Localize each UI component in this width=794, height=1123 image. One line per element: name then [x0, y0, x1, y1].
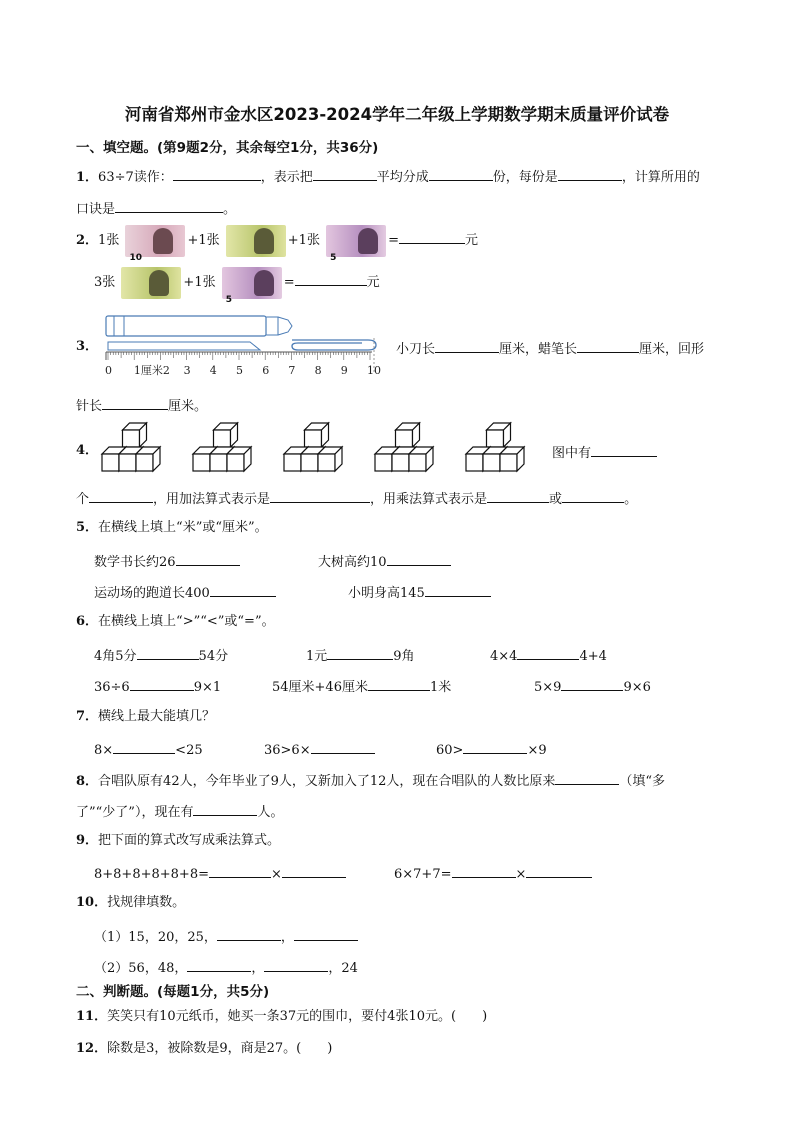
q7-item-b: [264, 739, 375, 760]
question-number: 2．: [76, 233, 99, 248]
q9-item-a: [94, 863, 346, 884]
q6-right: 9×1: [193, 680, 222, 695]
ruler-label: 3: [183, 364, 191, 377]
question-4-line-2: [76, 488, 637, 509]
q5-item-4: [348, 582, 491, 603]
q5-blank-2[interactable]: [387, 551, 451, 566]
q5-blank-3[interactable]: [210, 582, 276, 597]
q2-text: 1张: [98, 233, 120, 248]
q10-blank-2b[interactable]: [264, 957, 328, 972]
q9-times: ×: [515, 867, 527, 882]
q9-blank-b2[interactable]: [526, 863, 592, 878]
question-number: 10．: [76, 895, 108, 910]
question-1-line-2: [76, 198, 236, 219]
q3-text-a: 小刀长: [396, 342, 436, 357]
q9-item-b: [394, 863, 592, 884]
ruler-figure: [100, 312, 392, 378]
q6-item-c: [490, 645, 607, 666]
q6-blank-f[interactable]: [561, 676, 623, 691]
question-3-text: [396, 338, 704, 359]
ruler-label: 5: [236, 364, 243, 377]
q6-item-a: [94, 645, 228, 666]
q1-blank-rhyme[interactable]: [115, 198, 223, 213]
question-11: [76, 1008, 487, 1026]
q9-expr: 6×7+7=: [394, 867, 452, 882]
q2-text-row2: 3张: [94, 275, 116, 290]
q7-item-c: [436, 739, 547, 760]
question-number: 6．: [76, 614, 99, 629]
one-yuan-note-image: [226, 225, 286, 257]
knife-icon: [108, 342, 260, 350]
question-2-row-2: [94, 266, 380, 305]
q9-text: 把下面的算式改写成乘法算式。: [98, 833, 281, 848]
q10-seq: （2）56，48，: [94, 961, 188, 976]
q5-item-text: 运动场的跑道长400: [94, 586, 210, 601]
q6-right: 9角: [393, 649, 415, 664]
cube: [305, 423, 329, 447]
q2-plus: +1张: [183, 275, 216, 290]
ruler-label: 1厘米2: [133, 364, 170, 377]
q6-right: 54分: [198, 649, 229, 664]
question-number: 8．: [76, 774, 99, 789]
question-7: [76, 708, 215, 726]
question-number: 7．: [76, 709, 99, 724]
question-8-line-2: [76, 801, 283, 822]
q7-item-a: [94, 739, 203, 760]
question-3-number: [76, 338, 98, 356]
question-number: 3．: [76, 339, 99, 354]
q6-blank-e[interactable]: [368, 676, 430, 691]
portrait: [254, 270, 274, 296]
q9-blank-a2[interactable]: [282, 863, 346, 878]
cube: [227, 447, 251, 471]
q4-text-c: ，用加法算式表示是: [153, 492, 271, 507]
q1-text-d: 份，每份是: [492, 170, 558, 185]
q5-item-text: 小明身高145: [348, 586, 425, 601]
section-2-heading: 二、判断题。(每题1分，共5分): [76, 984, 270, 1000]
q2-unit: 元: [465, 233, 479, 248]
section-1-heading: 一、填空题。(第9题2分，其余每空1分，共36分): [76, 140, 379, 156]
ruler-label: 4: [209, 364, 217, 377]
question-9: [76, 832, 280, 850]
q10-blank-1a[interactable]: [217, 926, 281, 941]
q11-text: 笑笑只有10元纸币，她买一条37元的围巾，要付4张10元。( ): [107, 1009, 488, 1024]
question-number: 5．: [76, 520, 99, 535]
q3-text-end: 厘米。: [168, 399, 208, 414]
q6-blank-c[interactable]: [517, 645, 579, 660]
question-1: [76, 166, 700, 187]
ruler-label: 6: [262, 364, 270, 377]
q10-comma: ，: [251, 961, 265, 976]
q1-blank-each[interactable]: [558, 166, 622, 181]
q4-blank-addition[interactable]: [270, 488, 370, 503]
q1-text-b: ，表示把: [260, 170, 313, 185]
q3-blank-clip[interactable]: [102, 395, 168, 410]
q3-text-b: 厘米，蜡笔长: [499, 342, 578, 357]
portrait: [254, 228, 274, 254]
q6-right: 1米: [429, 680, 452, 695]
q5-item-3: [94, 582, 276, 603]
question-8: [76, 770, 665, 791]
cube-figures: [98, 418, 550, 478]
paper-clip-icon: [292, 340, 376, 350]
q8-text-d: 人。: [257, 805, 284, 820]
q6-item-d: [94, 676, 221, 697]
q3-blank-crayon[interactable]: [577, 338, 639, 353]
q2-equals: =: [388, 233, 399, 248]
q5-blank-1[interactable]: [176, 551, 240, 566]
q4-text-a: 图中有: [552, 446, 592, 461]
portrait: [153, 228, 173, 254]
one-yuan-note-image: [121, 267, 181, 299]
q4-text-d: ，用乘法算式表示是: [370, 492, 488, 507]
q10-comma: ，: [280, 930, 294, 945]
question-12: [76, 1040, 332, 1058]
question-number: 12．: [76, 1041, 108, 1056]
note-value: 5: [330, 252, 337, 263]
question-3-line-2: [76, 395, 207, 416]
q1-text-e: ，计算所用的: [621, 170, 700, 185]
ruler-crayon-clip-figure: [100, 312, 392, 384]
q10-seq-end: ，24: [328, 961, 358, 976]
q6-left: 54厘米+46厘米: [272, 680, 368, 695]
cube: [396, 423, 420, 447]
question-number: 11．: [76, 1009, 108, 1024]
cube: [500, 447, 524, 471]
q7-text: 横线上最大能填几？: [98, 709, 216, 724]
q6-left: 5×9: [534, 680, 562, 695]
q9-expr: 8+8+8+8+8+8=: [94, 867, 209, 882]
q7-left: 36>6×: [264, 743, 311, 758]
q1-text-end: 。: [223, 202, 237, 217]
ruler-label: 10: [367, 364, 381, 377]
q2-equals: =: [283, 275, 295, 290]
q1-text-c: 平均分成: [376, 170, 429, 185]
q2-blank-2[interactable]: [295, 271, 367, 286]
q6-left: 4角5分: [94, 649, 137, 664]
ten-yuan-note-image: [125, 225, 185, 263]
question-number: 1．: [76, 170, 99, 185]
q1-blank-reading[interactable]: [173, 166, 261, 181]
q6-right: 4+4: [579, 649, 607, 664]
q9-times: ×: [270, 867, 282, 882]
q6-right: 9×6: [623, 680, 651, 695]
cube-stack-figure: [98, 418, 550, 478]
q10-row-1: [94, 926, 358, 947]
q6-blank-a[interactable]: [137, 645, 199, 660]
q5-item-text: 大树高约10: [318, 555, 387, 570]
q5-item-1: [94, 551, 240, 572]
q4-blank-groups[interactable]: [591, 442, 657, 457]
q8-blank-count[interactable]: [193, 801, 257, 816]
question-4-text: [552, 442, 657, 463]
five-yuan-note-image: [326, 225, 386, 263]
q8-text-a: 合唱队原有42人，今年毕业了9人，又新加入了12人，现在合唱队的人数比原来: [98, 774, 556, 789]
q1-text-line2: 口诀是: [76, 202, 116, 217]
q7-left: 8×: [94, 743, 114, 758]
q10-blank-2a[interactable]: [187, 957, 251, 972]
q5-text: 在横线上填上“米”或“厘米”。: [98, 520, 268, 535]
q2-plus: +1张: [187, 233, 220, 248]
q3-text-c: 厘米，回形: [639, 342, 705, 357]
q6-blank-d[interactable]: [130, 676, 194, 691]
ruler-label: 8: [314, 364, 322, 377]
cube: [123, 423, 147, 447]
q5-item-2: [318, 551, 451, 572]
q6-left: 36÷6: [94, 680, 130, 695]
q2-blank-1[interactable]: [399, 229, 465, 244]
q2-unit: 元: [366, 275, 380, 290]
q8-text-b: （填“多: [619, 774, 666, 789]
q3-text-line2: 针长: [76, 399, 103, 414]
q1-blank-dividend[interactable]: [313, 166, 377, 181]
cube: [318, 447, 342, 471]
q9-blank-b1[interactable]: [452, 863, 516, 878]
question-10: [76, 894, 185, 912]
q5-item-text: 数学书长约26: [94, 555, 176, 570]
q1-blank-parts[interactable]: [429, 166, 493, 181]
q7-right: <25: [175, 743, 203, 758]
q5-blank-4[interactable]: [425, 582, 491, 597]
portrait: [358, 228, 378, 254]
q10-blank-1b[interactable]: [294, 926, 358, 941]
q6-item-e: [272, 676, 451, 697]
q1-text-a: 63÷7读作：: [98, 170, 173, 185]
q7-blank-c[interactable]: [463, 739, 527, 754]
q8-text-c: 了”“少了”），现在有: [76, 805, 194, 820]
q6-text: 在横线上填上“>”“<”或“=”。: [98, 614, 275, 629]
question-5: [76, 519, 268, 537]
ruler-label: 0: [105, 364, 112, 377]
q7-left: 60>: [436, 743, 464, 758]
q12-text: 除数是3，被除数是9，商是27。( ): [107, 1041, 333, 1056]
cube: [214, 423, 238, 447]
cube: [136, 447, 160, 471]
portrait: [149, 270, 169, 296]
note-value: 10: [129, 252, 142, 263]
ruler-label: 7: [288, 364, 296, 377]
question-6: [76, 613, 275, 631]
ruler-label: 9: [340, 364, 348, 377]
page-title: 河南省郑州市金水区2023-2024学年二年级上学期数学期末质量评价试卷: [124, 105, 670, 124]
q9-blank-a1[interactable]: [209, 863, 271, 878]
q6-left: 1元: [306, 649, 328, 664]
cube: [487, 423, 511, 447]
question-4-number: [76, 442, 98, 460]
q7-blank-a[interactable]: [113, 739, 175, 754]
q10-row-2: [94, 957, 358, 978]
q7-blank-b[interactable]: [311, 739, 375, 754]
cube: [409, 447, 433, 471]
q10-text: 找规律填数。: [107, 895, 186, 910]
q4-blank-mult-1[interactable]: [487, 488, 549, 503]
q6-left: 4×4: [490, 649, 518, 664]
q4-blank-mult-2[interactable]: [562, 488, 624, 503]
q4-text-b: 个: [76, 492, 90, 507]
q6-blank-b[interactable]: [327, 645, 393, 660]
q4-blank-each[interactable]: [89, 488, 153, 503]
question-number: 4．: [76, 443, 99, 458]
q6-item-f: [534, 676, 651, 697]
q2-plus: +1张: [287, 233, 320, 248]
q7-right: ×9: [527, 743, 547, 758]
q10-seq: （1）15，20，25，: [94, 930, 217, 945]
question-2-row-1: [76, 224, 479, 263]
crayon-icon: [106, 316, 292, 336]
q6-item-b: [306, 645, 415, 666]
five-yuan-note-image: [222, 267, 282, 305]
q8-blank-compare[interactable]: [555, 770, 619, 785]
note-value: 5: [225, 294, 232, 305]
q4-text-end: 。: [624, 492, 638, 507]
q3-blank-knife[interactable]: [435, 338, 499, 353]
q4-text-e: 或: [549, 492, 563, 507]
question-number: 9．: [76, 833, 99, 848]
